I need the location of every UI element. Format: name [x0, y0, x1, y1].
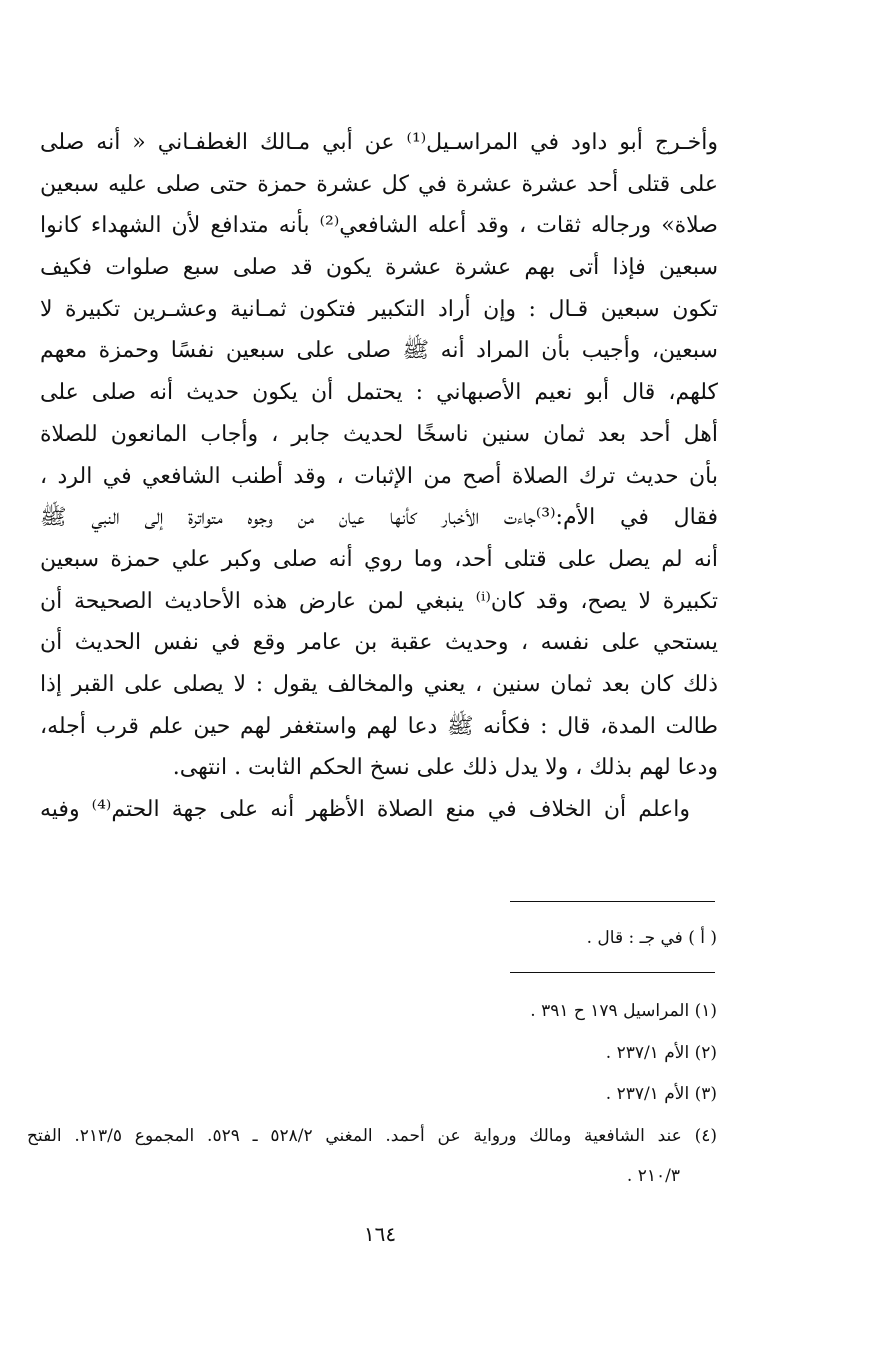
footnote-3: (٣) الأم ٢٣٧/١ . [605, 1084, 717, 1104]
variant-divider [510, 901, 715, 902]
text-line: أهل أحد بعد ثمان سنين ناسخًا لحديث جابر ، وأجاب المانعون للصلاة [40, 421, 718, 447]
text-line: على قتلى أحد عشرة عشرة في كل عشرة حمزة حتى صلى عليه سبعين [40, 171, 718, 197]
footnote-2: (٢) الأم ٢٣٧/١ . [605, 1043, 717, 1063]
footnote-4: (٤) عند الشافعية ومالك ورواية عن أحمد. المغني ٥٢٨/٢ ـ ٥٢٩. المجموع ٢١٣/٥. الفتح [27, 1126, 717, 1146]
footnote-4-continuation: ٢١٠/٣ . [626, 1166, 680, 1186]
text-line: يستحي على نفسه ، وحديث عقبة بن عامر وقع في نفس الحديث أن [40, 630, 718, 656]
text-line: أنه لم يصل على قتلى أحد، وما روي أنه صلى وكبر علي حمزة سبعين [40, 546, 718, 572]
text-line: صلاة» ورجاله ثقات ، وقد أعله الشافعي⁽²⁾ بأنه متدافع لأن الشهداء كانوا [40, 213, 718, 239]
text-line: تكون سبعين قـال : وإن أراد التكبير فتكون ثمـانية وعشـرين تكبيرة لا [40, 296, 718, 322]
footnote-divider [510, 972, 715, 973]
text-line: طالت المدة، قال : فكأنه ﷺ دعا لهم واستغفر لهم حين علم قرب أجله، [40, 713, 718, 739]
variant-note: ( أ ) في جـ : قال . [586, 928, 717, 948]
text-line: فقال في الأم:⁽³⁾جاءت الأخبار كأنها عيان من وجوه متواترة إلى النبي ﷺ [40, 505, 718, 531]
text-line: كلهم، قال أبو نعيم الأصبهاني : يحتمل أن يكون حديث أنه صلى على [40, 380, 718, 406]
page-number: ١٦٤ [363, 1222, 397, 1246]
text-line: وأخـرج أبو داود في المراسـيل⁽¹⁾ عن أبي مـالك الغطفـاني « أنه صلى [40, 130, 718, 155]
main-text-block [40, 122, 718, 831]
text-line: ذلك كان بعد ثمان سنين ، يعني والمخالف يقول : لا يصلى على القبر إذا [40, 671, 718, 697]
text-line: ودعا لهم بذلك ، ولا يدل ذلك على نسخ الحكم الثابت . انتهى. [172, 755, 718, 781]
text-line: سبعين، وأجيب بأن المراد أنه ﷺ صلى على سبعين نفسًا وحمزة معهم [40, 338, 718, 364]
text-line: واعلم أن الخلاف في منع الصلاة الأظهر أنه على جهة الحتم⁽⁴⁾ وفيه [40, 797, 690, 822]
text-line: بأن حديث ترك الصلاة أصح من الإثبات ، وقد أطنب الشافعي في الرد ، [40, 463, 718, 489]
text-line: سبعين فإذا أتى بهم عشرة عشرة يكون قد صلى سبع صلوات فكيف [40, 255, 718, 281]
footnote-1: (١) المراسيل ١٧٩ ح ٣٩١ . [530, 1001, 717, 1021]
text-line: تكبيرة لا يصح، وقد كان⁽ⁱ⁾ ينبغي لمن عارض هذه الأحاديث الصحيحة أن [40, 588, 718, 614]
